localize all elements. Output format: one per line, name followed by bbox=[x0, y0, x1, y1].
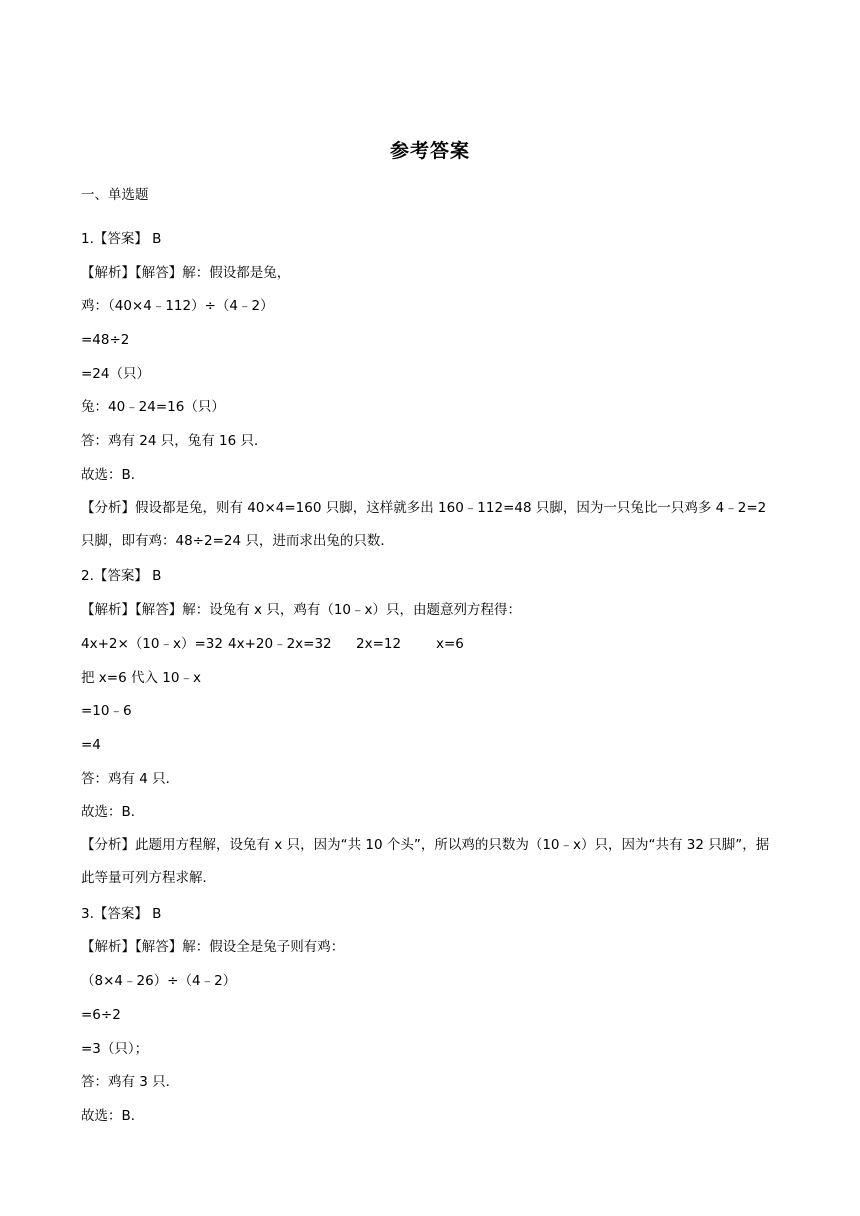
page-title: 参考答案 bbox=[389, 140, 470, 162]
q3-line2: =6÷2 bbox=[81, 1007, 121, 1023]
q3-analysis-head: 【解析】【解答】解：假设全是兔子则有鸡： bbox=[81, 939, 345, 955]
q1-choice: 故选：B． bbox=[81, 467, 145, 483]
q1-analysis: 【分析】假设都是兔，则有 40×4=160 只脚，这样就多出 160﹣112=48 只脚，因为一只兔比一只鸡多 4﹣2=2 只脚，即有鸡：48÷2=24 只，进而求出兔的只数． bbox=[81, 500, 767, 549]
q2-analysis-head: 【解析】【解答】解：设兔有 x 只，鸡有（10﹣x）只，由题意列方程得： bbox=[81, 602, 521, 618]
q2-line4: 答：鸡有 4 只． bbox=[81, 771, 180, 787]
q3-line1: （8×4﹣26）÷（4﹣2） bbox=[81, 973, 237, 989]
q2-eq1: 4x+2×（10﹣x）=32 bbox=[81, 636, 223, 652]
q2-eq4: x=6 bbox=[436, 636, 464, 652]
q3-choice: 故选：B． bbox=[81, 1108, 145, 1124]
q3-answer: 3.【答案】 B bbox=[81, 906, 162, 922]
q2-line1: 把 x=6 代入 10﹣x bbox=[81, 670, 201, 686]
q1-line1: 鸡：（40×4﹣112）÷（4﹣2） bbox=[81, 298, 274, 314]
q2-line2: =10﹣6 bbox=[81, 703, 132, 719]
q2-eq2: 4x+20﹣2x=32 bbox=[228, 636, 332, 652]
q3-line3: =3（只）； bbox=[81, 1041, 149, 1057]
q1-line3: =24（只） bbox=[81, 366, 150, 382]
q1-analysis-head: 【解析】【解答】解：假设都是兔， bbox=[81, 265, 291, 281]
q2-line3: =4 bbox=[81, 737, 101, 753]
q2-answer: 2.【答案】 B bbox=[81, 568, 162, 584]
q1-line4: 兔：40﹣24=16（只） bbox=[81, 399, 225, 415]
q2-eq3: 2x=12 bbox=[356, 636, 402, 652]
q2-analysis: 【分析】此题用方程解，设兔有 x 只，因为“共 10 个头”，所以鸡的只数为（10﹣x）只，因为“共有 32 只脚”，据此等量可列方程求解． bbox=[81, 837, 770, 886]
q1-line5: 答：鸡有 24 只，兔有 16 只． bbox=[81, 433, 268, 449]
q1-line2: =48÷2 bbox=[81, 332, 130, 348]
q2-equation-row bbox=[81, 634, 464, 654]
q3-line4: 答：鸡有 3 只． bbox=[81, 1074, 180, 1090]
q1-answer: 1.【答案】 B bbox=[81, 231, 162, 247]
section-heading: 一、单选题 bbox=[81, 187, 149, 203]
q2-choice: 故选：B． bbox=[81, 804, 145, 820]
